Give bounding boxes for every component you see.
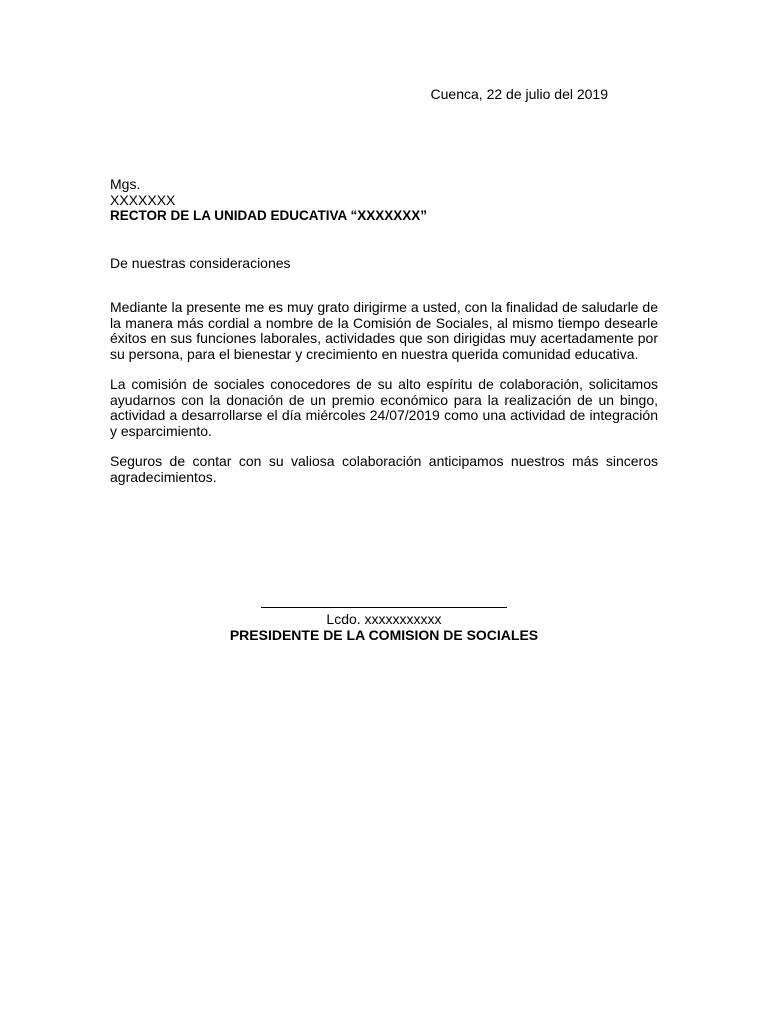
body-paragraph: Seguros de contar con su valiosa colaboración anticipamos nuestros más sinceros agradecimientos. <box>110 453 658 485</box>
date-line: Cuenca, 22 de julio del 2019 <box>430 86 608 102</box>
signature-line <box>261 607 507 608</box>
recipient-role: RECTOR DE LA UNIDAD EDUCATIVA “XXXXXXX” <box>110 208 428 223</box>
body-paragraph: La comisión de sociales conocedores de su alto espíritu de colaboración, solicitamos ayudarnos con la donación de un premio económico para la realización de un bingo, actividad a desarrollarse el día miércoles 24/07/2019 como una actividad de integración y esparcimiento. <box>110 376 658 439</box>
recipient-name: XXXXXXX <box>110 191 176 208</box>
recipient-block <box>110 177 660 224</box>
signature-block <box>110 592 658 643</box>
body-paragraph: Mediante la presente me es muy grato dirigirme a usted, con la finalidad de saludarle de la manera más cordial a nombre de la Comisión de Sociales, al mismo tiempo desearle éxitos en sus funciones laborales, actividades que son dirigidas muy acertadamente por su persona, para el bienestar y crecimiento en nuestra querida comunidad educativa. <box>110 299 658 362</box>
recipient-honorific: Mgs. <box>110 176 141 192</box>
signer-title: PRESIDENTE DE LA COMISION DE SOCIALES <box>229 627 539 643</box>
letter-body <box>110 300 658 500</box>
signer-name: Lcdo. xxxxxxxxxxx <box>326 611 442 627</box>
salutation: De nuestras consideraciones <box>110 255 291 271</box>
